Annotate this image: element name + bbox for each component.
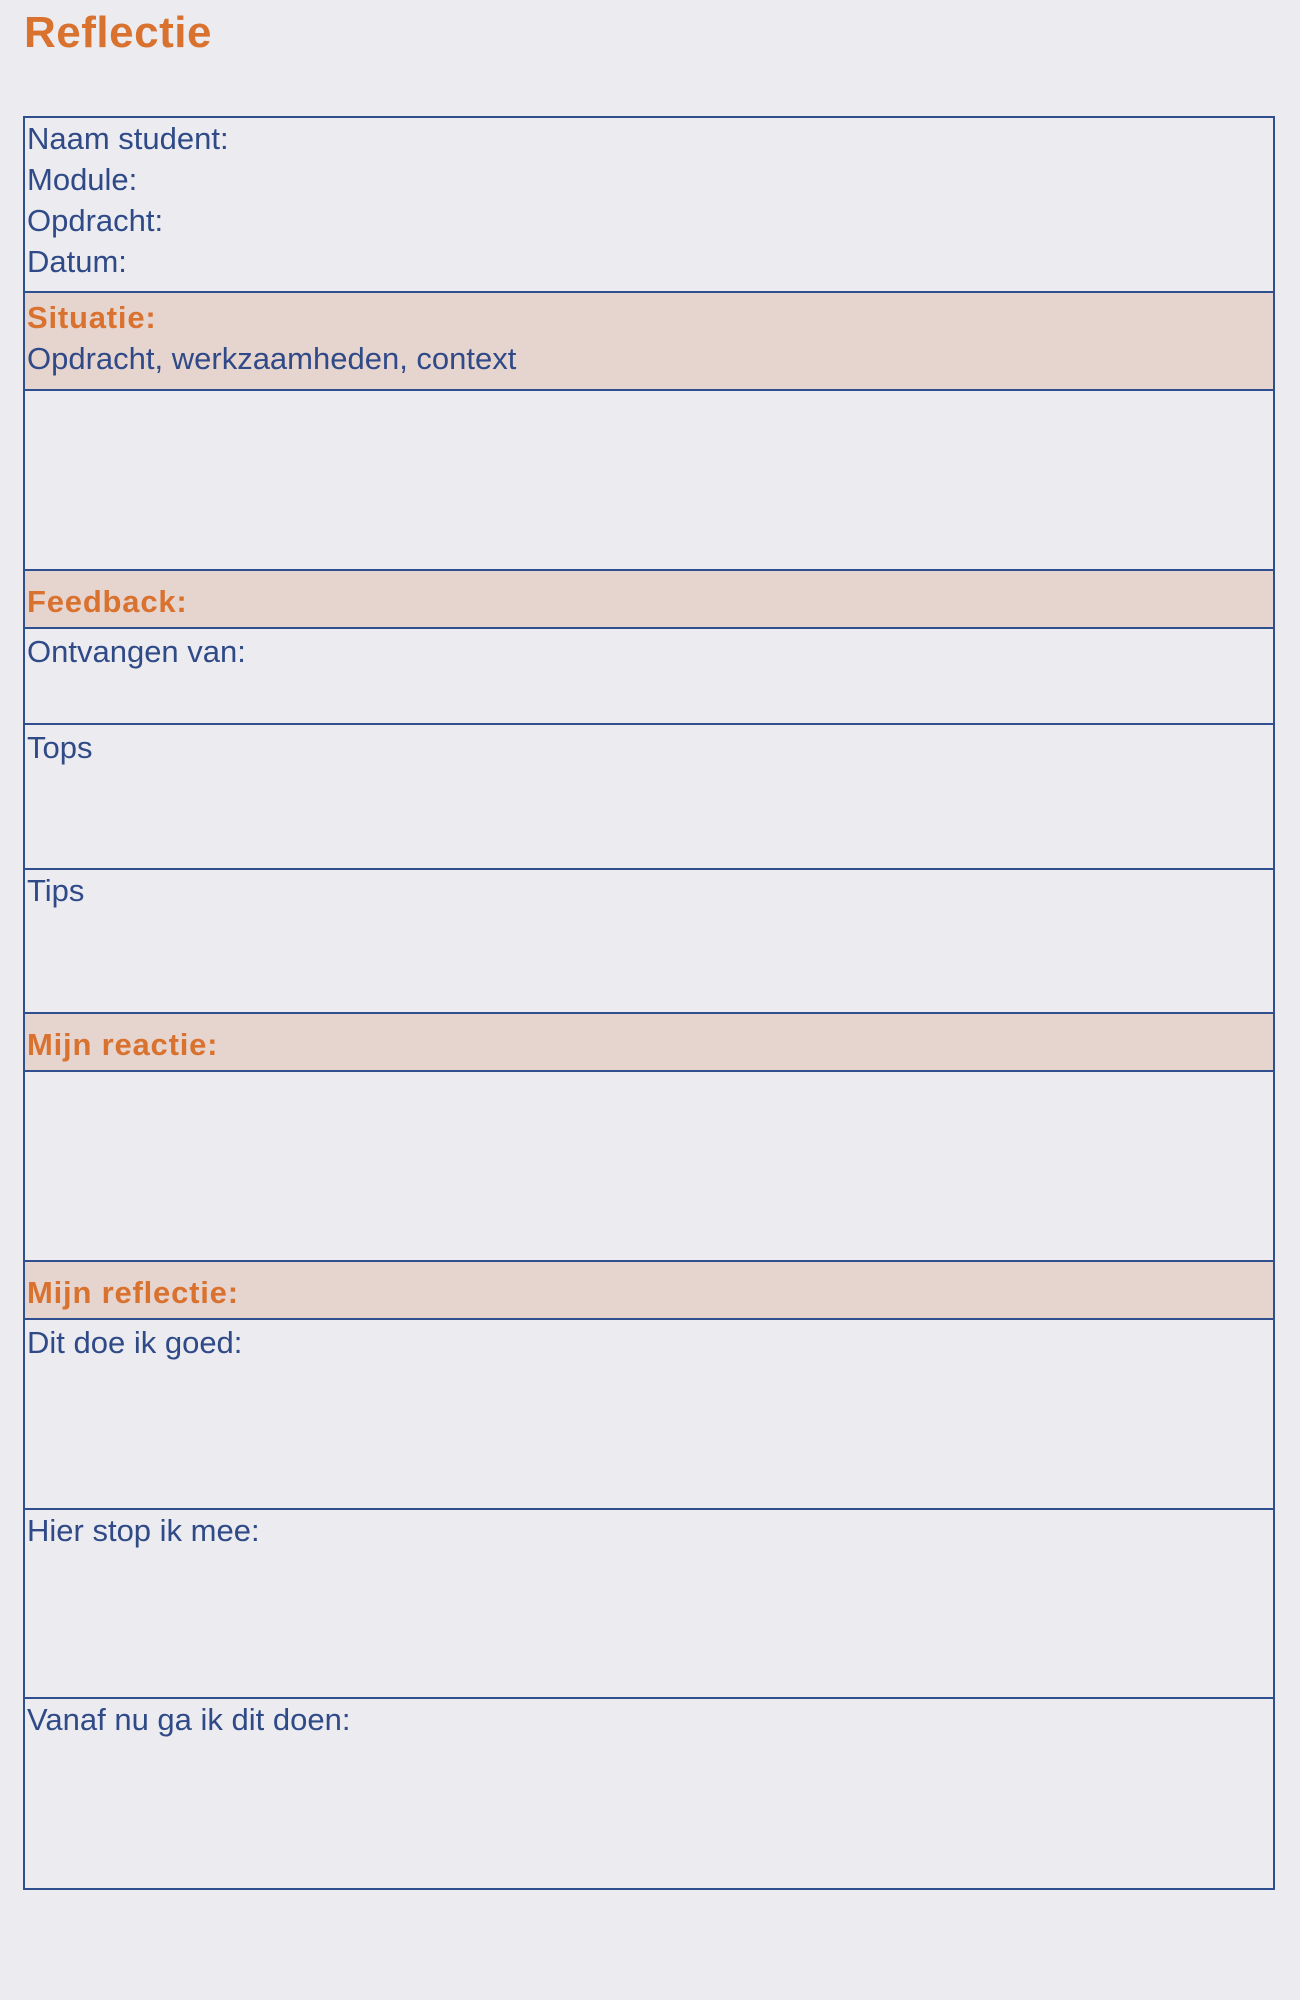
received-from-label: Ontvangen van: (27, 634, 246, 669)
student-name-label: Naam student: (27, 121, 229, 156)
reflection-header (25, 1262, 1273, 1320)
received-from-field[interactable] (25, 629, 1273, 725)
feedback-header (25, 571, 1273, 629)
student-info-section[interactable] (25, 118, 1273, 293)
doing-well-field[interactable] (25, 1320, 1273, 1510)
doing-well-label: Dit doe ik goed: (27, 1325, 243, 1360)
situation-subtitle: Opdracht, werkzaamheden, context (27, 341, 517, 376)
page-title: Reflectie (24, 8, 212, 57)
tips-field[interactable] (25, 870, 1273, 1014)
date-label: Datum: (27, 244, 127, 279)
situation-heading: Situatie: (27, 300, 157, 335)
assignment-label: Opdracht: (27, 203, 164, 238)
stop-doing-label: Hier stop ik mee: (27, 1513, 260, 1548)
from-now-on-field[interactable] (25, 1699, 1273, 1888)
from-now-on-label: Vanaf nu ga ik dit doen: (27, 1702, 351, 1737)
situation-input-area[interactable] (25, 391, 1273, 571)
reaction-header (25, 1014, 1273, 1072)
module-label: Module: (27, 162, 138, 197)
feedback-heading: Feedback: (27, 584, 188, 619)
tips-label: Tips (27, 873, 85, 908)
reflection-heading: Mijn reflectie: (27, 1275, 239, 1310)
situation-header (25, 293, 1273, 391)
reaction-heading: Mijn reactie: (27, 1027, 219, 1062)
reaction-input-area[interactable] (25, 1072, 1273, 1262)
reflection-form (23, 116, 1275, 1890)
tops-field[interactable] (25, 725, 1273, 870)
tops-label: Tops (27, 730, 93, 765)
stop-doing-field[interactable] (25, 1510, 1273, 1699)
